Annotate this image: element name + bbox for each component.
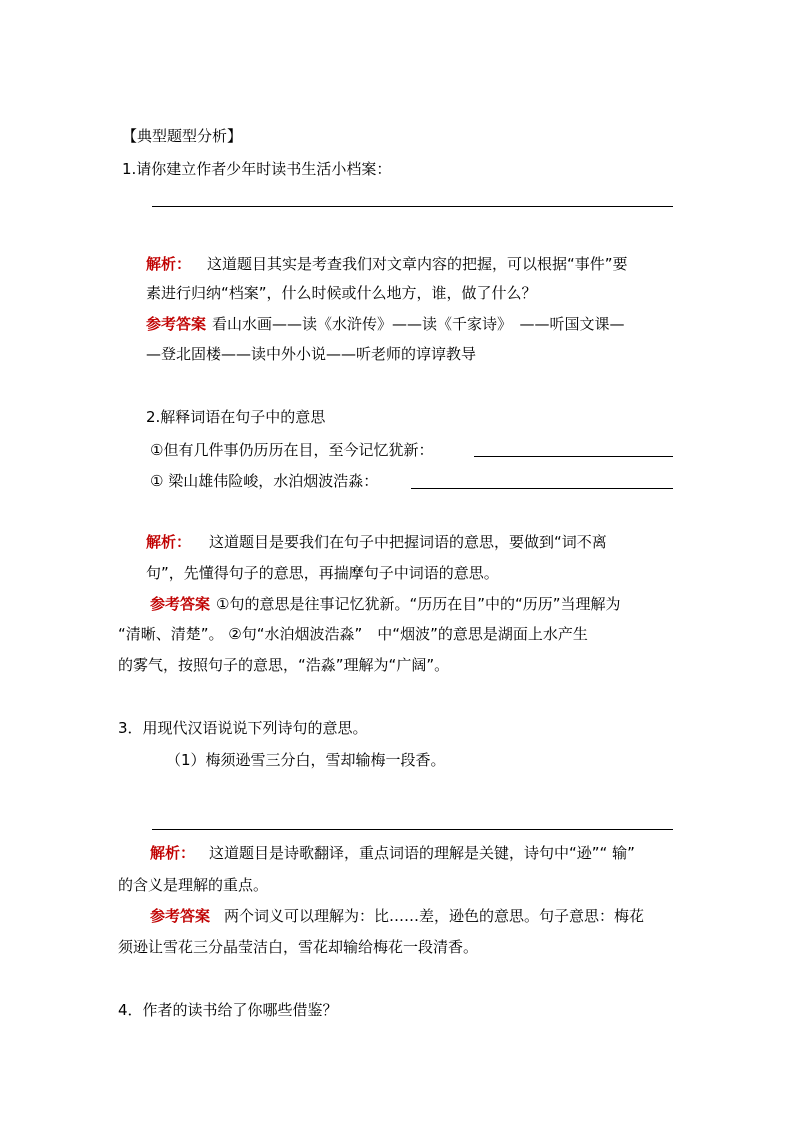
analysis-text: 这道题目是诗歌翻译，重点词语的理解是关键，诗句中“逊”“ 输”	[209, 844, 635, 862]
q2-answer-line-3: 的雾气，按照句子的意思，“浩淼”理解为“广阔”。	[118, 656, 450, 674]
question-4: 4．作者的读书给了你哪些借鉴？	[118, 1001, 338, 1019]
q2-analysis-line-2: 句”，先懂得句子的意思，再揣摩句子中词语的意思。	[146, 564, 499, 582]
q1-answer-line-2: —登北固楼——读中外小说——听老师的谆谆教导	[146, 345, 477, 363]
answer-label: 参考答案	[150, 907, 211, 925]
q1-analysis-line-1	[146, 254, 628, 274]
answer-text: 两个词义可以理解为：比……差，逊色的意思。句子意思：梅花	[224, 907, 645, 925]
q3-analysis-line-2: 的含义是理解的重点。	[118, 876, 269, 894]
section-heading: 【典型题型分析】	[122, 127, 243, 145]
answer-blank-2b[interactable]	[411, 488, 673, 489]
q2-answer-line-2: “清晰、清楚”。 ②句“水泊烟波浩淼” 中“烟波”的意思是湖面上水产生	[118, 625, 588, 643]
q3-answer-line-2: 须逊让雪花三分晶莹洁白，雪花却输给梅花一段清香。	[118, 938, 479, 956]
q2-item-1: ①但有几件事仍历历在目，至今记忆犹新：	[150, 441, 434, 459]
q2-analysis-line-1	[146, 532, 607, 552]
answer-label: 参考答案	[146, 315, 207, 333]
answer-blank-3[interactable]	[152, 829, 673, 830]
analysis-text: 这道题目是要我们在句子中把握词语的意思，要做到“词不离	[209, 533, 607, 551]
question-3: 3．用现代汉语说说下列诗句的意思。	[118, 719, 368, 737]
answer-label: 参考答案	[150, 595, 211, 613]
analysis-label: 解析：	[150, 844, 196, 862]
q1-answer-line-1	[146, 314, 625, 334]
q1-analysis-line-2: 素进行归纳“档案”，什么时候或什么地方，谁，做了什么？	[146, 284, 537, 302]
q3-analysis-line-1	[150, 843, 635, 863]
analysis-label: 解析：	[146, 533, 192, 551]
question-1: 1.请你建立作者少年时读书生活小档案：	[122, 160, 392, 178]
answer-blank-1[interactable]	[152, 206, 673, 207]
q3-item-1: （1）梅须逊雪三分白，雪却输梅一段香。	[166, 751, 446, 769]
q3-answer-line-1	[150, 906, 644, 926]
question-2: 2.解释词语在句子中的意思	[146, 408, 326, 426]
answer-text: ①句的意思是往事记忆犹新。“历历在目”中的“历历”当理解为	[216, 595, 621, 613]
answer-blank-2a[interactable]	[474, 456, 673, 457]
analysis-text: 这道题目其实是考查我们对文章内容的把握，可以根据“事件”要	[207, 255, 628, 273]
q2-item-2: ① 梁山雄伟险峻，水泊烟波浩淼：	[150, 472, 379, 490]
answer-text: 看山水画——读《水浒传》——读《千家诗》 ——听国文课—	[212, 315, 625, 333]
q2-answer-line-1	[150, 594, 621, 614]
analysis-label: 解析：	[146, 255, 192, 273]
